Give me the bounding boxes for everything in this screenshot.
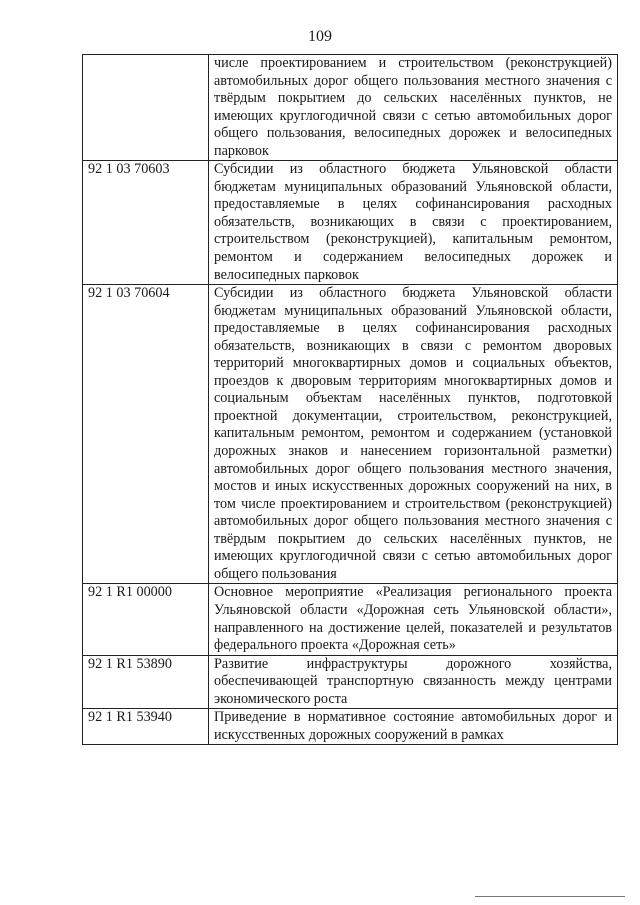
code-cell: 92 1 R1 53940 (83, 709, 209, 745)
table-row (83, 55, 618, 161)
description-cell: Субсидии из областного бюджета Ульяновской области бюджетам муниципальных образований Ульяновской области, предоставляемые в целях софинансирования расходных обязательств, возникающих в связи с проектированием, строительством (реконструкцией), капитальным ремонтом, ремонтом и содержанием велосипедных дорожек и велосипедных парковок (209, 161, 618, 285)
code-cell: 92 1 03 70604 (83, 285, 209, 584)
description-cell: Развитие инфраструктуры дорожного хозяйства, обеспечивающей транспортную связанность между центрами экономического роста (209, 655, 618, 709)
footer-divider (475, 896, 625, 897)
budget-codes-table (82, 54, 618, 745)
table-row (83, 584, 618, 655)
code-cell: 92 1 R1 53890 (83, 655, 209, 709)
table-row (83, 285, 618, 584)
description-cell: Основное мероприятие «Реализация регионального проекта Ульяновской области «Дорожная сеть Ульяновской области», направленного на достижение целей, показателей и результатов федерального проекта «Дорожная сеть» (209, 584, 618, 655)
code-cell: 92 1 03 70603 (83, 161, 209, 285)
page-number: 109 (308, 28, 332, 45)
code-cell: 92 1 R1 00000 (83, 584, 209, 655)
description-cell: числе проектированием и строительством (реконструкцией) автомобильных дорог общего пользования местного значения с твёрдым покрытием до сельских населённых пунктов, не имеющих круглогодичной связи с сетью автомобильных дорог общего пользования, велосипедных дорожек и велосипедных парковок (209, 55, 618, 161)
table-row (83, 709, 618, 745)
code-cell (83, 55, 209, 161)
table-row (83, 161, 618, 285)
table-row (83, 655, 618, 709)
description-cell: Субсидии из областного бюджета Ульяновской области бюджетам муниципальных образований Ульяновской области, предоставляемые в целях софинансирования расходных обязательств, возникающих в связи с ремонтом дворовых территорий многоквартирных домов и социальных объектов, проездов к дворовым территориям многоквартирных домов и социальным объектам населённых пунктов, подготовкой проектной документации, строительством, реконструкцией, капитальным ремонтом, ремонтом и содержанием (установкой дорожных знаков и нанесением горизонтальной разметки) автомобильных дорог общего пользования местного значения, мостов и иных искусственных дорожных сооружений на них, в том числе проектированием и строительством (реконструкцией) автомобильных дорог общего пользования местного значения с твёрдым покрытием до сельских населённых пунктов, не имеющих круглогодичной связи с сетью автомобильных дорог общего пользования (209, 285, 618, 584)
description-cell: Приведение в нормативное состояние автомобильных дорог и искусственных дорожных сооружений в рамках (209, 709, 618, 745)
